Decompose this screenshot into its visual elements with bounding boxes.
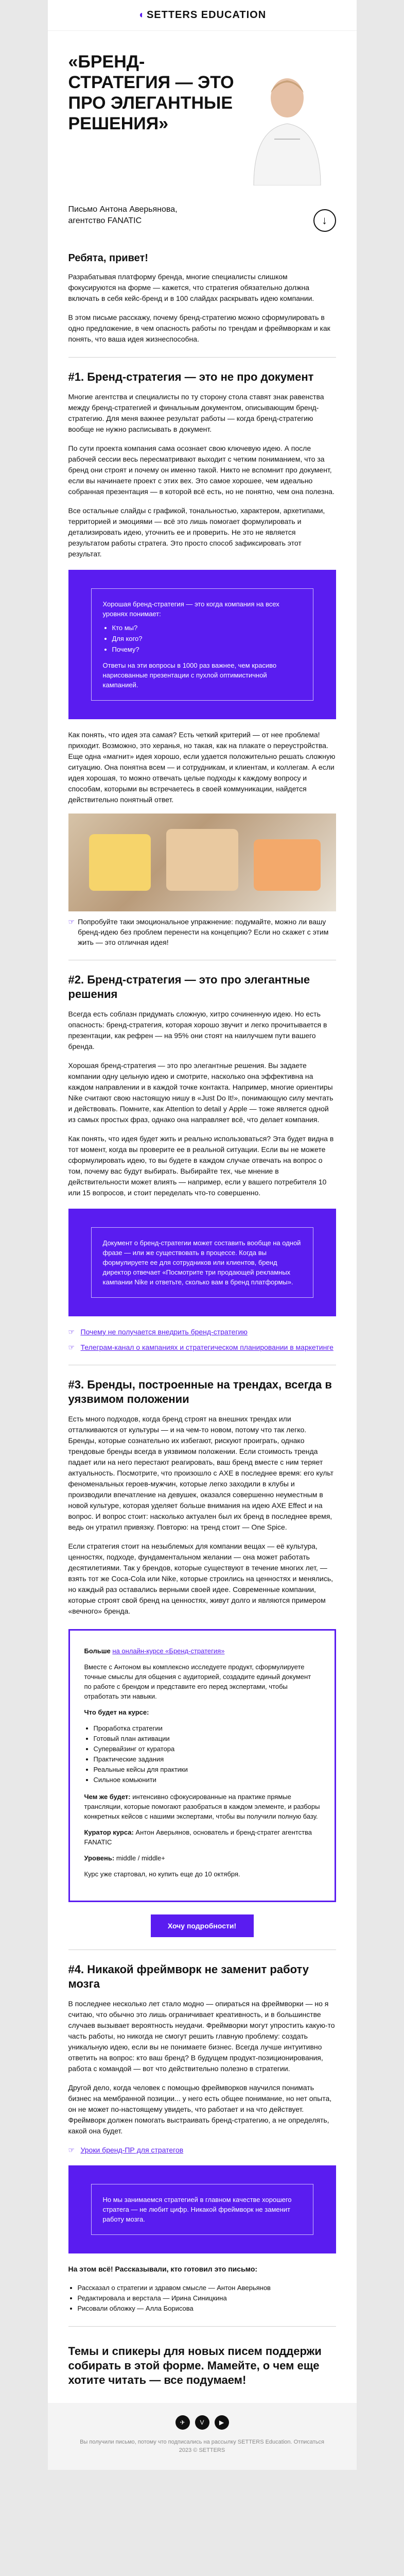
logo-mark-icon: ◖ (137, 9, 145, 21)
footer-cta (48, 2339, 357, 2403)
course-feature: • Проработка стратегии (94, 1723, 320, 1733)
course-start: Курс уже стартовал, но купить еще до 10 октября. (84, 1870, 240, 1878)
callout-frame (91, 588, 313, 701)
photo-caption (68, 917, 336, 947)
finger-point-icon: ☞ (68, 918, 75, 926)
intro-section (48, 252, 357, 345)
footer-cta-text[interactable]: Темы и спикеры для новых писем поддержи собирать в этой форме. Мамейте, о чем еще хотите читать — все подумаем! (68, 2345, 322, 2386)
section-2 (48, 973, 357, 1198)
vk-icon[interactable]: V (195, 2415, 209, 2430)
course-format (84, 1792, 320, 1821)
related-link-text[interactable]: Почему не получается внедрить бренд-стратегию (80, 1328, 248, 1336)
section-3-paragraph-2: Если стратегия стоит на незыблемых для компании вещах — её культура, ценностях, подходе, фундаментальном желании — она может работать десятилетиями. Так у брендов, которые существуют в течение многих лет, — взять тот же Coca-Cola или Nike, которые строились на ценностях и менялись, но каждый раз оставались верными своей идее. Современные компании, которые строят свой бренд на ценностях, живут долго и являются примером «вечного» бренда. (68, 1542, 333, 1615)
course-curator-label: Куратор курса: (84, 1828, 134, 1836)
credit-item: • Редактировала и верстала — Ирина Синицкина (78, 2293, 336, 2303)
credits (48, 2264, 357, 2314)
section-2-callout (68, 1209, 336, 1316)
callout-item: • Почему? (112, 645, 302, 654)
page-bottom-spacer (0, 2470, 404, 2490)
copyright: 2023 © SETTERS (179, 2447, 225, 2453)
credits-intro (68, 2264, 336, 2275)
scroll-down-arrow-icon[interactable]: ↓ (313, 209, 336, 232)
telegram-icon[interactable]: ✈ (175, 2415, 190, 2430)
divider (68, 357, 336, 358)
section-1-paragraph-2: По сути проекта компания сама осознает свою ключевую идею. А после рабочей сессии весь пересматривают выходит с четким пониманием, что за бренд они строят и почему он именно такой. Никто не вспомнит про документ, если вы начинаете проект с этих вех. Это самое хорошее, чем идеально собранная презентация — в которой всё есть, но не понятно, чем она полезна. (68, 444, 335, 496)
email-container (48, 0, 357, 2470)
author-byline (68, 204, 178, 227)
course-details-button[interactable]: Хочу подробности! (151, 1914, 254, 1937)
section-4-callout (68, 2165, 336, 2253)
section-4-paragraph-2: Другой дело, когда человек с помощью фреймворков научился понимать бизнес на мембранной позиции... у него есть общее понимание, но нет опыта, он не может по-настоящему увидеть, что работает и на что действует. Фреймворк должен помогать выстраивать бренд-стратегию, а не определять, какой она будет. (68, 2083, 332, 2135)
course-curator-text: Антон Аверьянов, основатель и бренд-стратег агентства FANATIC (84, 1828, 312, 1846)
section-1-paragraph-4: Как понять, что идея эта самая? Есть четкий критерий — от нее проблема! приходит. Возможно, это херанья, но такая, как на плакате о переустройства. Еще одна «магнит» идея хорошо, если удается положительно решать сложную ситуацию. Она понятна всем — и сотрудникам, и клиентам, и коллегам. А если идея хорошая, то можно отвечать целые подходы к каждому вопросу и способам, которыми вы встречаетесь в своей коммуникации, найдется действительно понятный ответ. (68, 731, 336, 804)
section-1-title: #1. Бренд-стратегия — это не про документ (68, 370, 314, 383)
section-2-paragraph-2: Хорошая бренд-стратегия — это про элегантные решения. Вы задаете компании одну цельную идею и смотрите, насколько она эффективна на каждом направлении и в каждой точке контакта. Например, многие ориентиры Nike считают свою настоящую нишу в «Just Do It!», понимающую силу мечтать и действовать. Помните, как Attention to detail у Apple — тоже является одной из самых простых фраз, однако она направляет всё, что делает компания. (68, 1061, 333, 1124)
hero (48, 31, 357, 247)
related-link[interactable] (68, 1342, 336, 1352)
hero-title: «БРЕНД-СТРАТЕГИЯ — ЭТО ПРО ЭЛЕГАНТНЫЕ РЕШЕНИЯ» (68, 52, 234, 133)
course-feature: • Практические задания (94, 1754, 320, 1764)
related-link[interactable] (68, 1327, 336, 1337)
section-4 (48, 1962, 357, 2155)
section-2-paragraph-1: Всегда есть соблазн придумать сложную, хитро сочиненную идею. Но есть опасность: бренд-стратегия, которая хорошо звучит и легко прочитывается в презентации, как рефрен — на 95% они стоят на наилучшем пути вашего бренда. (68, 1010, 327, 1050)
section-4-paragraph-1: В последнее несколько лет стало модно — опираться на фреймворки — но я считаю, что обычно это лишь ограничивает креативность, и в большинстве случаев вызывает вероятность неудачи. Фреймворки могут упростить какую-то часть работы, но никогда не смогут решить главную проблему: создать уникальную идею, если вы не понимаете бизнес. Всегда лучше интуитивно ответить на вопрос: кто ваш бренд? В будущем продукт-позиционирования, работа с командой — вот что действительно полезно в стратегии. (68, 1999, 335, 2073)
course-heading (84, 1646, 320, 1656)
course-feature: • Супервайзинг от куратора (94, 1744, 320, 1754)
section-3-title: #3. Бренды, построенные на трендах, всегда в уязвимом положении (68, 1378, 332, 1405)
callout-item: • Для кого? (112, 634, 302, 643)
related-link[interactable] (68, 2145, 336, 2155)
section-1-paragraph-1: Многие агентства и специалисты по ту сторону стола ставят знак равенства между бренд-стратегией и финальным документом, описывающим бренд-стратегию. Для меня важнее результат работы — когда бренд-стратегию вообще не нужно расписывать в документ. (68, 393, 324, 433)
course-level (84, 1853, 320, 1863)
unsubscribe-text[interactable]: Вы получили письмо, потому что подписались на рассылку SETTERS Education. Отписаться (80, 2439, 324, 2445)
course-level-text: middle / middle+ (114, 1854, 165, 1862)
section-1 (48, 370, 357, 560)
course-format-text: интенсивно сфокусированные на практике прямые трансляции, которые помогают разобраться в каждом элементе, и разборы конкретных кейсов с нашими экспертами, чтобы вы получили полную базу. (84, 1793, 320, 1820)
course-heading-prefix: Больше (84, 1647, 111, 1655)
section-3 (48, 1378, 357, 1617)
section-4-title: #4. Никакой фреймворк не заменит работу мозга (68, 1963, 309, 1990)
callout-item: • Кто мы? (112, 623, 302, 633)
course-list-title (84, 1707, 320, 1717)
callout-list (112, 623, 302, 654)
callout-outro: Ответы на эти вопросы в 1000 раз важнее, чем красиво нарисованные презентации с пухлой оптимистичной кампанией. (102, 662, 277, 689)
footer (48, 2403, 357, 2470)
course-feature: • Сильное комьюнити (94, 1775, 320, 1785)
callout-frame: Но мы занимаемся стратегией в главном качестве хорошего стратега — не любит цифр. Никакой фреймворк не заменит работу мозга. (91, 2184, 313, 2235)
course-promo (68, 1629, 336, 1902)
photo-caption-block (48, 917, 357, 947)
related-link-text[interactable]: Уроки бренд-ПР для стратегов (80, 2146, 184, 2154)
pointer-icon: ☞ (68, 1328, 75, 1336)
pointer-icon: ☞ (68, 1343, 75, 1351)
author-photo (238, 67, 336, 185)
section-3-paragraph-1: Есть много подходов, когда бренд строят на внешних трендах или отталкиваются от культуры — и на чем-то новом, потому что так легко. Бренды, которые сознательно их избегают, рискуют проиграть, однако трендовые бренды всегда в уязвимом положении. Если стоимость тренда падает или на него перестают реагировать, ваш бренд вместе с ним теряет актуальность. Посмотрите, что произошло с AXE в последнее время: его культ феноменальных героев-мужчин, которые легко заходили в клубы и производили впечатление на девушек, оказался совершенно неуместным в новой культуре, которая уделяет больше внимания на идею AXE Effect и на вопрос. И вопрос стоит: насколько актуален был их бренд в последнее время, ведь он утратил привязку. Повторю: на тренд стоит — One Spice. (68, 1415, 334, 1531)
callout-intro: Хорошая бренд-стратегия — это когда компания на всех уровнях понимает: (102, 600, 279, 618)
course-curator (84, 1827, 320, 1847)
pointer-icon: ☞ (68, 2146, 75, 2154)
related-link-text[interactable]: Телеграм-канал о кампаниях и стратегическом планировании в маркетинге (80, 1343, 333, 1351)
intro-paragraph-2: В этом письме расскажу, почему бренд-стратегию можно сформулировать в одно предложение, в чем опасность работы по трендам и фреймворкам и как понять, что ваша идея жизнеспособна. (68, 313, 330, 343)
intro-paragraph-1: Разрабатывая платформу бренда, многие специалисты слишком фокусируются на форме — кажется, что стратегия обязательно должна включать в себя кейс-бренд и в 100 слайдах раскрывать идею компании. (68, 273, 314, 302)
course-level-label: Уровень: (84, 1854, 115, 1862)
section-2-title: #2. Бренд-стратегия — это про элегантные решения (68, 973, 310, 1001)
course-format-label: Чем же будет: (84, 1793, 131, 1801)
course-link[interactable]: на онлайн-курсе «Бренд-стратегия» (112, 1647, 225, 1655)
course-list-title-text: Что будет на курсе: (84, 1708, 149, 1716)
section-1-paragraph-3: Все остальные слайды с графикой, тональностью, характером, архетипами, территорией и эмоциями — всё это лишь помогает формулировать и детализировать идею, уточнить ее и проверить. Не это не является результатом работы стратега. Это просто способ зафиксировать этот результат. (68, 506, 325, 558)
pastry-photo (68, 814, 336, 911)
credits-intro-text: На этом всё! Рассказывали, кто готовил это письмо: (68, 2265, 258, 2273)
brand-logo[interactable] (48, 0, 357, 31)
section-1-callout (68, 570, 336, 719)
section-2-paragraph-3: Как понять, что идея будет жить и реально использоваться? Эта будет видна в тот момент, когда вы проверите ее в реальной ситуации. Если вы не можете сформулировать идею, то вы будете в каждом случае отвечать на вопрос о том, почему вас будут выбирать. Выбирайте тех, чье мнение в действительности может влиять — например, если у вашего потребителя 10 или 15 вопросов, и стоит переделать что-то совершенно. (68, 1134, 334, 1197)
social-links (68, 2415, 336, 2430)
credits-list (78, 2283, 336, 2314)
section-1-continued (48, 730, 357, 805)
course-features (94, 1723, 320, 1785)
course-paragraph-1: Вместе с Антоном вы комплексно исследуете продукт, сформулируете точные смыслы для общения с аудиторией, создадите единый документ по работе с брендом и представите его перед экспертами, чтобы отработать эти навыки. (84, 1663, 311, 1700)
course-feature: • Готовый план активации (94, 1734, 320, 1743)
course-feature: • Реальные кейсы для практики (94, 1765, 320, 1774)
youtube-icon[interactable]: ▶ (215, 2415, 229, 2430)
credit-item: • Рисовали обложку — Алла Борисова (78, 2303, 336, 2314)
divider (68, 2326, 336, 2327)
credit-item: • Рассказал о стратегии и здравом смысле — Антон Аверьянов (78, 2283, 336, 2293)
author-line-2: агентство FANATIC (68, 216, 142, 225)
author-line-1: Письмо Антона Аверьянова, (68, 205, 178, 214)
callout-frame: Документ о бренд-стратегии может составить вообще на одной фразе — или же существовать в процессе. Когда вы формулируете ее для сотрудников или клиентов, бренд директор отвечает «Посмотрите три продающей рекламных кампании Nike и ответьте, сколько вам в бренд платформы». (91, 1227, 313, 1298)
photo-caption-text: Попробуйте таки эмоциональное упражнение: подумайте, можно ли вашу бренд-идею без проблем перенести на концепцию? Если но скажет с этим жить — это отличная идея! (78, 918, 329, 946)
section-2-links (48, 1327, 357, 1352)
brand-name: SETTERS EDUCATION (146, 9, 267, 21)
greeting: Ребята, привет! (68, 252, 148, 264)
